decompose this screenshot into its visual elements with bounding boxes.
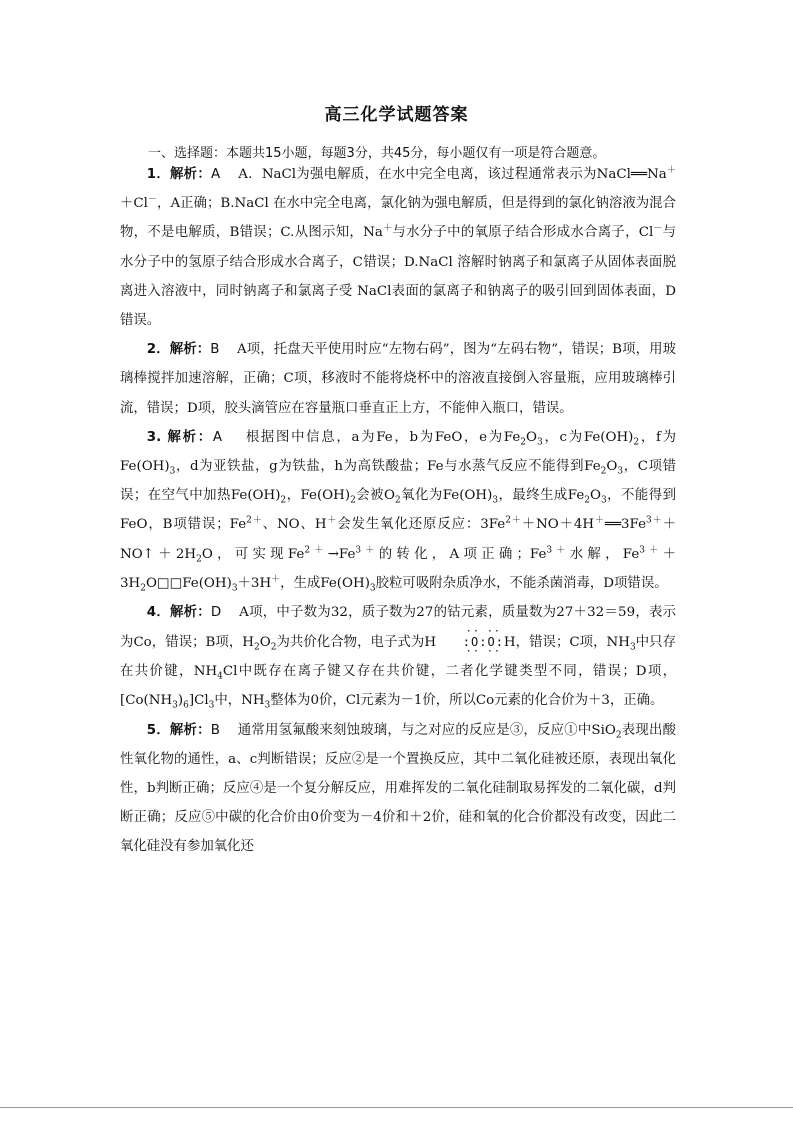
explanation-text: A项，中子数为32，质子数为27的钴元素，质量数为27＋32＝59，表示为Co，错误；B项，$H_2O_2$为共价化合物，电子式为H ·· ·· :O:O: ·· ·· H，错误；C项，$NH_3$中只存在共价键，$NH_4Cl$中既存在离子键又存在共价键，二者化学键类型不同，错误；D项，$[Co(NH_3)_6]Cl_3$中，$NH_3$整体为0价，Cl元素为－1价，所以Co元素的化合价为＋3，正确。 — [120, 605, 676, 712]
question-number: 5．解析： — [146, 722, 211, 738]
electron-dot-formula: ·· ·· :O:O: ·· ·· — [462, 626, 504, 658]
explanation-text: 通常用氢氟酸来刻蚀玻璃，与之对应的反应是③，反应①中SiO$_2$表现出酸性氧化物的通性，a、c判断错误；反应②是一个置换反应，其中二氧化硅被还原，表现出氧化性，b判断正确；反应④是一个复分解反应，用难挥发的二氧化硅制取易挥发的二氧化碳，d判断正确；反应⑤中碳的化合价由0价变为－4价和＋2价，硅和氧的化合价都没有改变，因此二氧化硅没有参加氧化还 — [120, 722, 676, 855]
page-bottom-divider — [0, 1107, 793, 1108]
answer-letter: B — [210, 722, 220, 738]
question-number: 4．解析： — [146, 605, 211, 621]
answer-item-2 — [120, 335, 676, 423]
answer-letter: D — [210, 605, 222, 621]
answer-item-5 — [120, 716, 676, 862]
answer-item-1: 1．解析：A A．NaCl为强电解质，在水中完全电离，该过程通常表示为NaCl══Na＋＋Cl－，A正确；B.NaCl 在水中完全电离，氯化钠为强电解质，但是得到的氯化钠溶液为混合物，不是电解质，B错误；C.从图示知，Na＋与水分子中的氧原子结合形成水合离子，Cl－与水分子中的氢原子结合形成水合离子，C错误；D.NaCl 溶解时钠离子和氯离子从固体表面脱离进入溶液中，同时钠离子和氯离子受 NaCl表面的氯离子和钠离子的吸引回到固体表面，D错误。 — [120, 165, 677, 329]
explanation-text: 根据图中信息，a为Fe，b为FeO，e为$Fe_2O_3$，c为$Fe(OH)_2$，f为$Fe(OH)_3$，d为亚铁盐，g为铁盐，h为高铁酸盐；Fe与水蒸气反应不能得到$Fe_2O_3$，C项错误；在空气中加热$Fe(OH)_2$，$Fe(OH)_2$会被$O_2$氧化为$Fe(OH)_3$，最终生成$Fe_2O_3$，不能得到FeO，B项错误；$Fe^{2+}$、NO、H＋会发生氧化还原反应：$3Fe^{2+}+NO+4H^+══3Fe^{3+}+NO↑+2H_2O$，可实现$Fe^{2+}\to Fe^{3+}$的转化，A项正确；$Fe^{3+}$水解，$Fe^{3+}+3H_2O□□Fe(OH)_3+3H^+$，生成$Fe(OH)_3$胶粒可吸附杂质净水，不能杀菌消毒，D项错误。 — [120, 429, 677, 594]
question-number: 3. 解析： — [146, 429, 213, 445]
explanation-text: A．NaCl为强电解质，在水中完全电离，该过程通常表示为NaCl══Na — [238, 167, 667, 182]
explanation-text: A项，托盘天平使用时应“左物右码”，图为“左码右物”，错误；B项，用玻璃棒搅拌加速溶解，正确；C项，移液时不能将烧杯中的溶液直接倒入容量瓶，应用玻璃棒引流，错误；D项，胶头滴管应在容量瓶口垂直正上方，不能伸入瓶口，错误。 — [120, 342, 676, 416]
answer-content — [120, 160, 676, 862]
answer-letter: B — [210, 342, 220, 358]
answer-letter: A — [210, 167, 221, 182]
answer-item-4 — [120, 598, 676, 716]
page-title: 高三化学试题答案 — [324, 105, 469, 125]
section-header: 一、选择题：本题共15小题，每题3分，共45分，每小题仅有一项是符合题意。 — [148, 146, 606, 161]
question-number: 2．解析： — [146, 342, 211, 358]
answer-letter: A — [212, 429, 222, 445]
answer-item-3 — [120, 423, 676, 598]
question-number: 1．解析： — [146, 167, 211, 182]
